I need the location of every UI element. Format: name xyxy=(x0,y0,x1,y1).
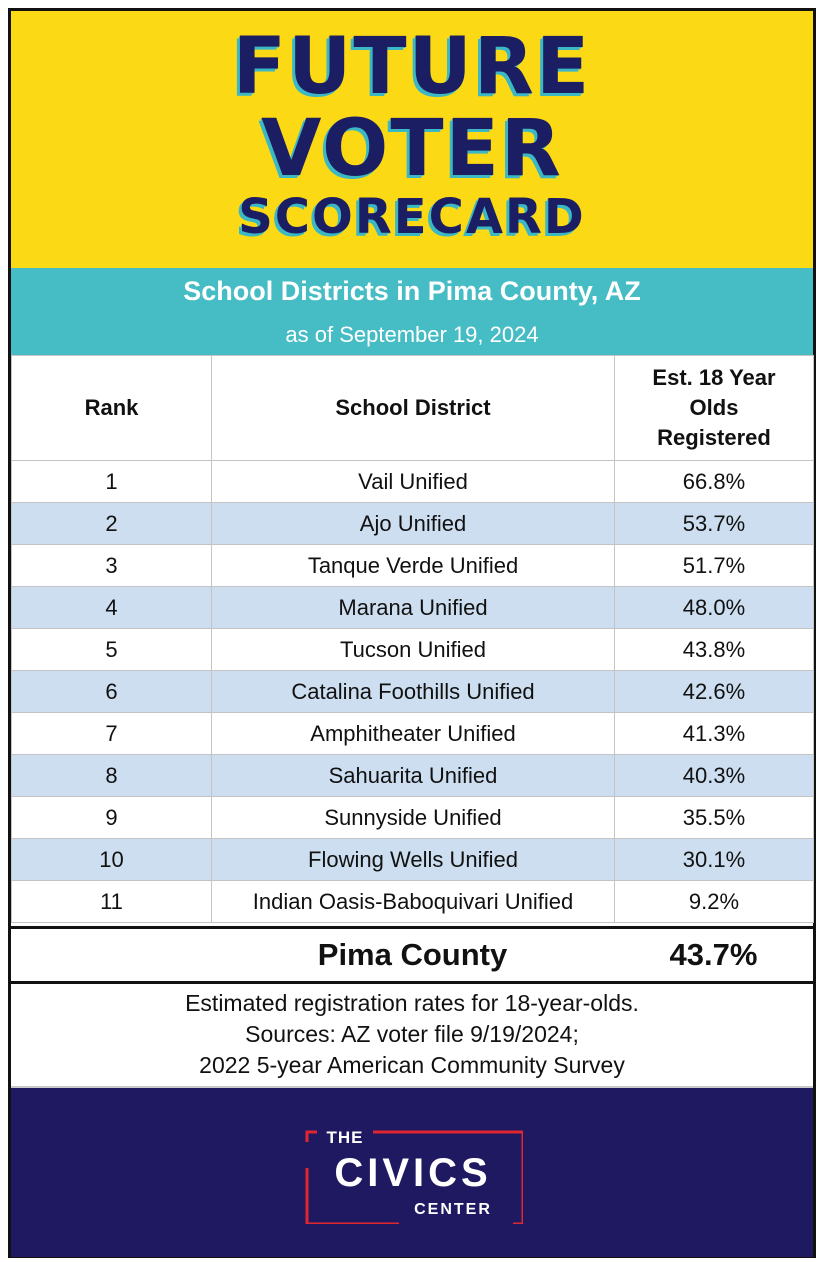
column-header-district: School District xyxy=(212,356,615,461)
table-row xyxy=(12,881,814,923)
rate-cell: 48.0% xyxy=(615,587,814,629)
source-notes xyxy=(11,988,813,1081)
subtitle: School Districts in Pima County, AZ xyxy=(183,276,641,306)
table-row xyxy=(12,629,814,671)
rate-cell: 53.7% xyxy=(615,503,814,545)
table-row xyxy=(12,461,814,503)
footer-band xyxy=(11,1086,813,1257)
table-row xyxy=(12,797,814,839)
rank-cell: 9 xyxy=(12,797,212,839)
county-summary-label: Pima County xyxy=(317,937,508,972)
notes-line-2: Sources: AZ voter file 9/19/2024; xyxy=(245,1021,579,1047)
rank-cell: 2 xyxy=(12,503,212,545)
title-line-future: FUTURE xyxy=(232,22,592,112)
district-cell: Vail Unified xyxy=(212,461,615,503)
table-row xyxy=(12,503,814,545)
rank-cell: 10 xyxy=(12,839,212,881)
scorecard-card xyxy=(8,8,816,1258)
district-cell: Amphitheater Unified xyxy=(212,713,615,755)
rate-cell: 35.5% xyxy=(615,797,814,839)
rate-cell: 40.3% xyxy=(615,755,814,797)
district-cell: Sunnyside Unified xyxy=(212,797,615,839)
notes-line-1: Estimated registration rates for 18-year-olds. xyxy=(185,990,639,1016)
civics-center-logo xyxy=(303,1128,523,1224)
rank-cell: 6 xyxy=(12,671,212,713)
district-cell: Catalina Foothills Unified xyxy=(212,671,615,713)
rate-cell: 42.6% xyxy=(615,671,814,713)
title-line-scorecard: SCORECARD xyxy=(238,189,586,245)
rate-cell: 30.1% xyxy=(615,839,814,881)
district-cell: Ajo Unified xyxy=(212,503,615,545)
table-row xyxy=(12,839,814,881)
scorecard-table xyxy=(11,355,814,923)
as-of-date: as of September 19, 2024 xyxy=(285,322,539,347)
table-body xyxy=(12,461,814,923)
rank-cell: 7 xyxy=(12,713,212,755)
logo-text-the: THE xyxy=(326,1128,364,1147)
district-cell: Tanque Verde Unified xyxy=(212,545,615,587)
column-header-rate xyxy=(615,356,814,461)
county-summary-row xyxy=(11,926,813,984)
table-row xyxy=(12,587,814,629)
county-summary-value: 43.7% xyxy=(669,937,758,972)
district-cell: Tucson Unified xyxy=(212,629,615,671)
district-cell: Sahuarita Unified xyxy=(212,755,615,797)
notes-line-3: 2022 5-year American Community Survey xyxy=(199,1052,625,1078)
scorecard-table-wrap xyxy=(11,355,813,923)
table-row xyxy=(12,755,814,797)
rank-cell: 8 xyxy=(12,755,212,797)
column-header-rate-text: Est. 18 Year Olds Registered xyxy=(652,365,776,450)
rate-cell: 51.7% xyxy=(615,545,814,587)
table-row xyxy=(12,713,814,755)
rank-cell: 11 xyxy=(12,881,212,923)
rate-cell: 41.3% xyxy=(615,713,814,755)
title-line-voter: VOTER xyxy=(261,104,563,194)
table-row xyxy=(12,671,814,713)
rank-cell: 4 xyxy=(12,587,212,629)
rank-cell: 3 xyxy=(12,545,212,587)
table-header-row xyxy=(12,356,814,461)
logo-text-center: CENTER xyxy=(414,1201,492,1218)
rate-cell: 66.8% xyxy=(615,461,814,503)
column-header-rank: Rank xyxy=(12,356,212,461)
district-cell: Indian Oasis-Baboquivari Unified xyxy=(212,881,615,923)
logo-text-civics: CIVICS xyxy=(334,1151,492,1195)
rate-cell: 43.8% xyxy=(615,629,814,671)
rank-cell: 5 xyxy=(12,629,212,671)
header-band xyxy=(11,11,813,268)
table-row xyxy=(12,545,814,587)
rank-cell: 1 xyxy=(12,461,212,503)
district-cell: Flowing Wells Unified xyxy=(212,839,615,881)
rate-cell: 9.2% xyxy=(615,881,814,923)
district-cell: Marana Unified xyxy=(212,587,615,629)
